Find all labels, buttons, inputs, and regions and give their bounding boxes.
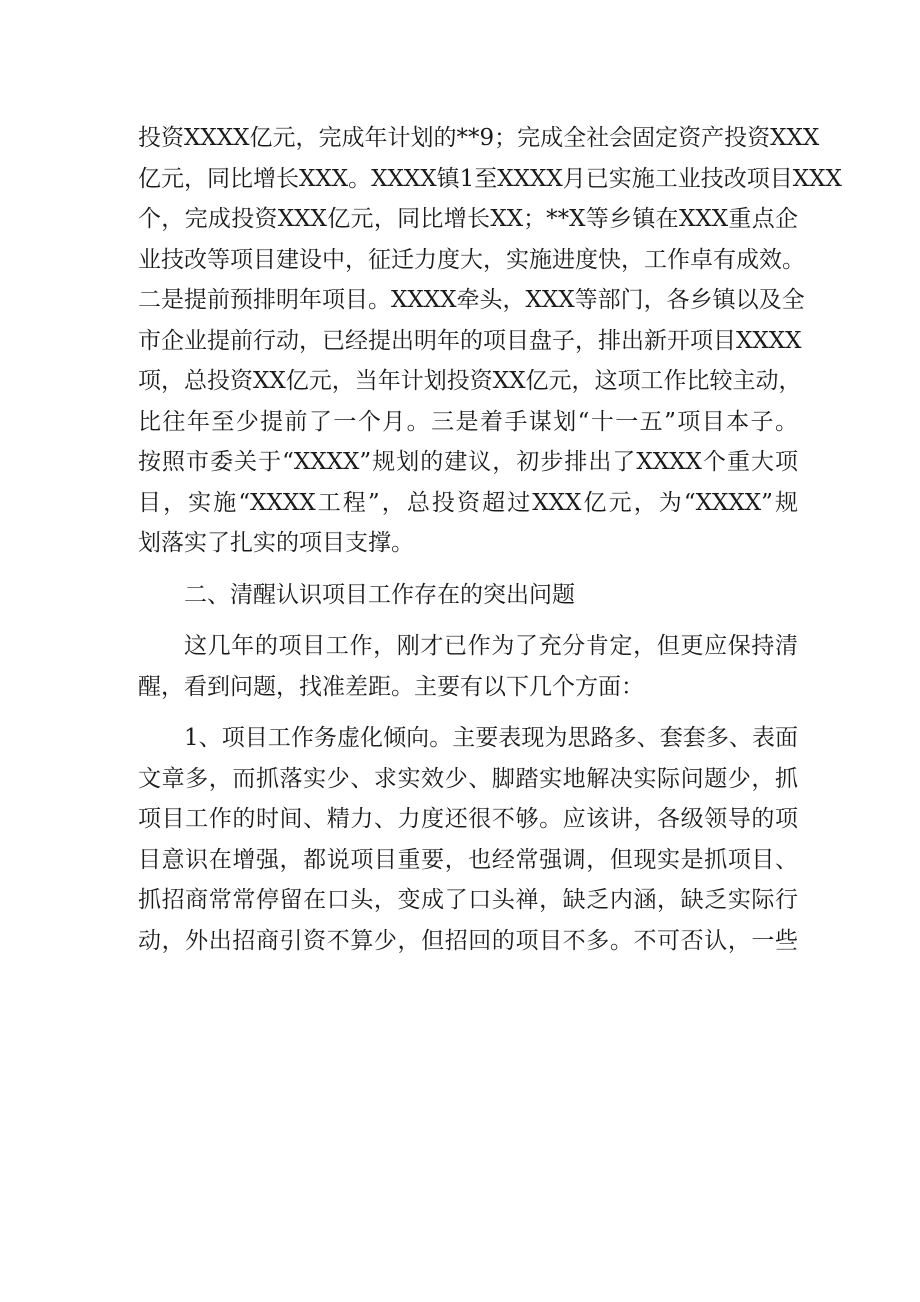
text-line: 划落实了扎实的项目支撑。 (138, 530, 414, 556)
heading-text: 二、清醒认识项目工作存在的突出问题 (184, 581, 575, 608)
text-line: 动，外出招商引资不算少，但招回的项目不多。不可否认，一些 (138, 927, 798, 954)
text-line: 二是提前预排明年项目。XXXX牵头，XXX等部门，各乡镇以及全 (138, 287, 805, 313)
text-line: 目，实施“XXXX工程”，总投资超过XXX亿元，为“XXXX”规 (138, 489, 798, 516)
text-line: 抓招商常常停留在口头，变成了口头禅，缺乏内涵，缺乏实际行 (138, 887, 798, 913)
text-line: 项，总投资XX亿元，当年计划投资XX亿元，这项工作比较主动， (138, 368, 802, 394)
text-line: 文章多，而抓落实少、求实效少、脚踏实地解决实际问题少，抓 (138, 765, 798, 792)
document-body (138, 118, 842, 961)
text-line: 1、项目工作务虚化倾向。主要表现为思路多、套套多、表面 (184, 725, 798, 751)
text-line: 这几年的项目工作，刚才已作为了充分肯定，但更应保持清 (184, 633, 798, 659)
text-line: 投资XXXX亿元，完成年计划的**9；完成全社会固定资产投资XXX (138, 125, 820, 151)
paragraph-project-progress (138, 118, 842, 564)
text-line: 市企业提前行动，已经提出明年的项目盘子，排出新开项目XXXX (138, 327, 802, 354)
text-line: 比往年至少提前了一个月。三是着手谋划“十一五”项目本子。 (138, 408, 798, 435)
section-heading (138, 575, 798, 616)
text-line: 目意识在增强，都说项目重要，也经常强调，但现实是抓项目、 (138, 846, 798, 873)
text-line: 按照市委关于“XXXX”规划的建议，初步排出了XXXX个重大项 (138, 449, 798, 475)
paragraph-intro-problems (138, 626, 798, 707)
text-line: 个，完成投资XXX亿元，同比增长XX；**X等乡镇在XXX重点企 (138, 206, 798, 232)
paragraph-problem-1 (138, 718, 798, 961)
text-line: 业技改等项目建设中，征迁力度大，实施进度快，工作卓有成效。 (138, 246, 805, 273)
text-line: 项目工作的时间、精力、力度还很不够。应该讲，各级领导的项 (138, 806, 798, 832)
text-line: 亿元，同比增长XXX。XXXX镇1至XXXX月已实施工业技改项目XXX (138, 165, 842, 192)
text-line: 醒，看到问题，找准差距。主要有以下几个方面： (138, 673, 644, 700)
